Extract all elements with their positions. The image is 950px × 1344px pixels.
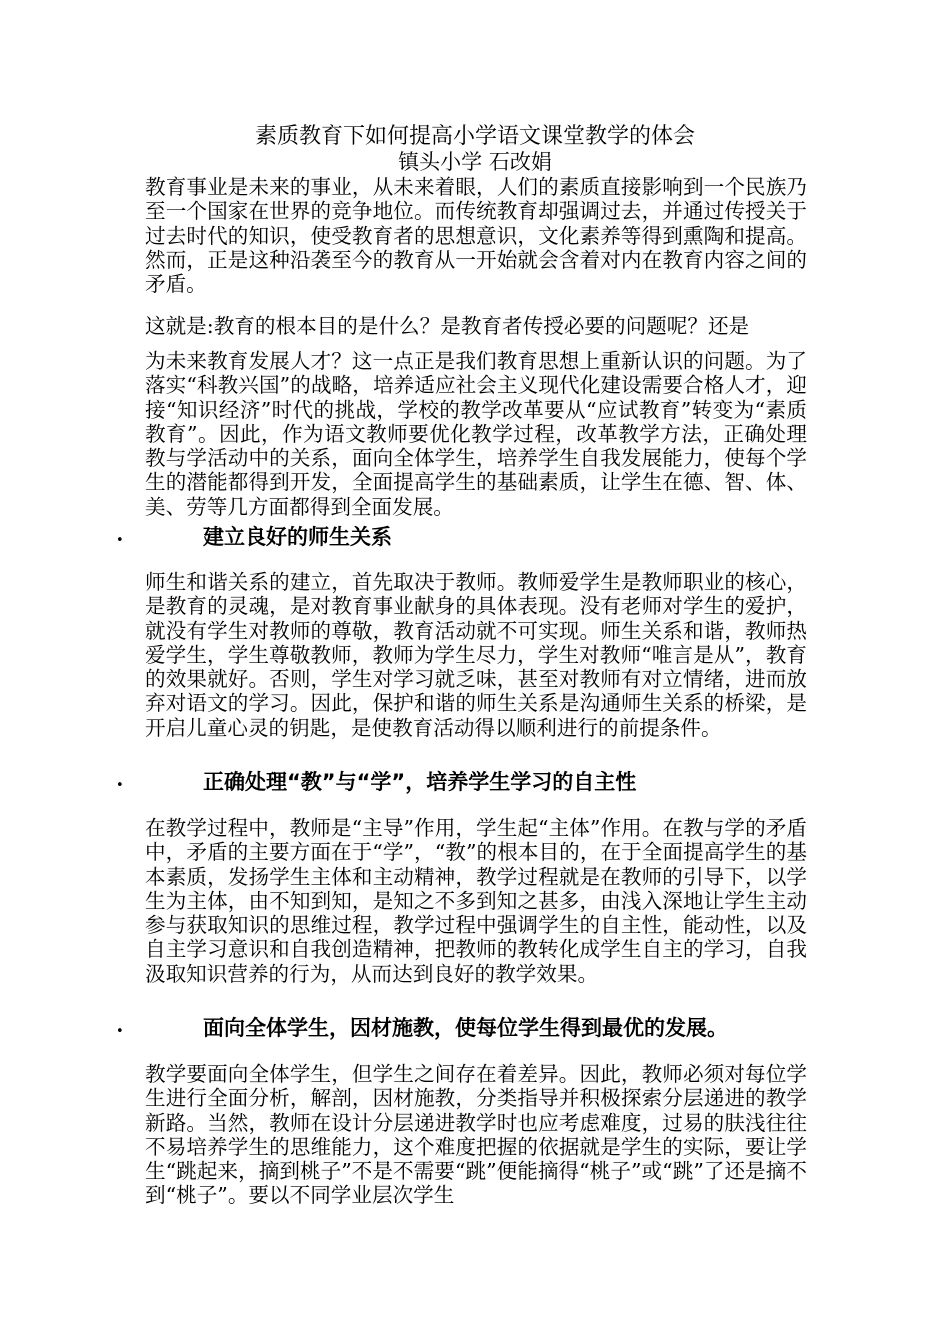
section-heading-row [0, 1015, 950, 1041]
bullet-icon: • [116, 1024, 124, 1039]
bullet-icon: • [116, 778, 124, 793]
document-author: 镇头小学 石改娟 [398, 150, 552, 174]
section-heading-row [0, 769, 950, 795]
section-body: 教学要面向全体学生，但学生之间存在着差异。因此，教师必须对每位学生进行全面分析，解剖，因材施教，分类指导并积极探索分层递进的教学新路。当然，教师在设计分层递进教学时也应考虑难度，过易的肤浅往往不易培养学生的思维能力，这个难度把握的依据就是学生的实际，要让学生“跳起来，摘到桃子”不是不需要“跳”便能摘得“桃子”或“跳”了还是摘不到“桃子”。要以不同学业层次学生 [145, 1062, 807, 1208]
section-heading: 建立良好的师生关系 [203, 525, 392, 549]
section-heading: 正确处理“教”与“学”，培养学生学习的自主性 [203, 770, 637, 794]
section-body: 师生和谐关系的建立，首先取决于教师。教师爱学生是教师职业的核心，是教育的灵魂，是对教育事业献身的具体表现。没有老师对学生的爱护，就没有学生对教师的尊敬，教育活动就不可实现。师生关系和谐，教师热爱学生，学生尊敬教师，教师为学生尽力，学生对教师“唯言是从”，教育的效果就好。否则，学生对学习就乏味，甚至对教师有对立情绪，进而放弃对语文的学习。因此，保护和谐的师生关系是沟通师生关系的桥梁，是开启儿童心灵的钥匙，是使教育活动得以顺利进行的前提条件。 [145, 570, 807, 740]
section-heading: 面向全体学生，因材施教，使每位学生得到最优的发展。 [203, 1016, 728, 1040]
section-heading-row [0, 524, 950, 550]
intro-paragraph-2: 这就是:教育的根本目的是什么？是教育者传授必要的问题呢？还是 [145, 314, 750, 338]
document-title: 素质教育下如何提高小学语文课堂教学的体会 [254, 124, 695, 149]
section-body: 在教学过程中，教师是“主导”作用，学生起“主体”作用。在教与学的矛盾中，矛盾的主要方面在于“学”，“教”的根本目的，在于全面提高学生的基本素质，发扬学生主体和主动精神，教学过程就是在教师的引导下，以学生为主体，由不知到知，是知之不多到知之甚多，由浅入深地让学生主动参与获取知识的思维过程，教学过程中强调学生的自主性，能动性，以及自主学习意识和自我创造精神，把教师的教转化成学生自主的学习，自我汲取知识营养的行为，从而达到良好的教学效果。 [145, 816, 807, 986]
intro-paragraph-3: 为未来教育发展人才？这一点正是我们教育思想上重新认识的问题。为了落实“科教兴国”的战略，培养适应社会主义现代化建设需要合格人才，迎接“知识经济”时代的挑战，学校的教学改革要从“应试教育”转变为“素质教育”。因此，作为语文教师要优化教学过程，改革教学方法，正确处理教与学活动中的关系，面向全体学生，培养学生自我发展能力，使每个学生的潜能都得到开发，全面提高学生的基础素质，让学生在德、智、体、美、劳等几方面都得到全面发展。 [145, 349, 807, 519]
intro-paragraph-1: 教育事业是未来的事业，从未来着眼，人们的素质直接影响到一个民族乃至一个国家在世界的竞争地位。而传统教育却强调过去，并通过传授关于过去时代的知识，使受教育者的思想意识，文化素养等得到熏陶和提高。然而，正是这种沿袭至今的教育从一开始就会含着对内在教育内容之间的矛盾。 [145, 175, 807, 297]
bullet-icon: • [116, 533, 124, 548]
